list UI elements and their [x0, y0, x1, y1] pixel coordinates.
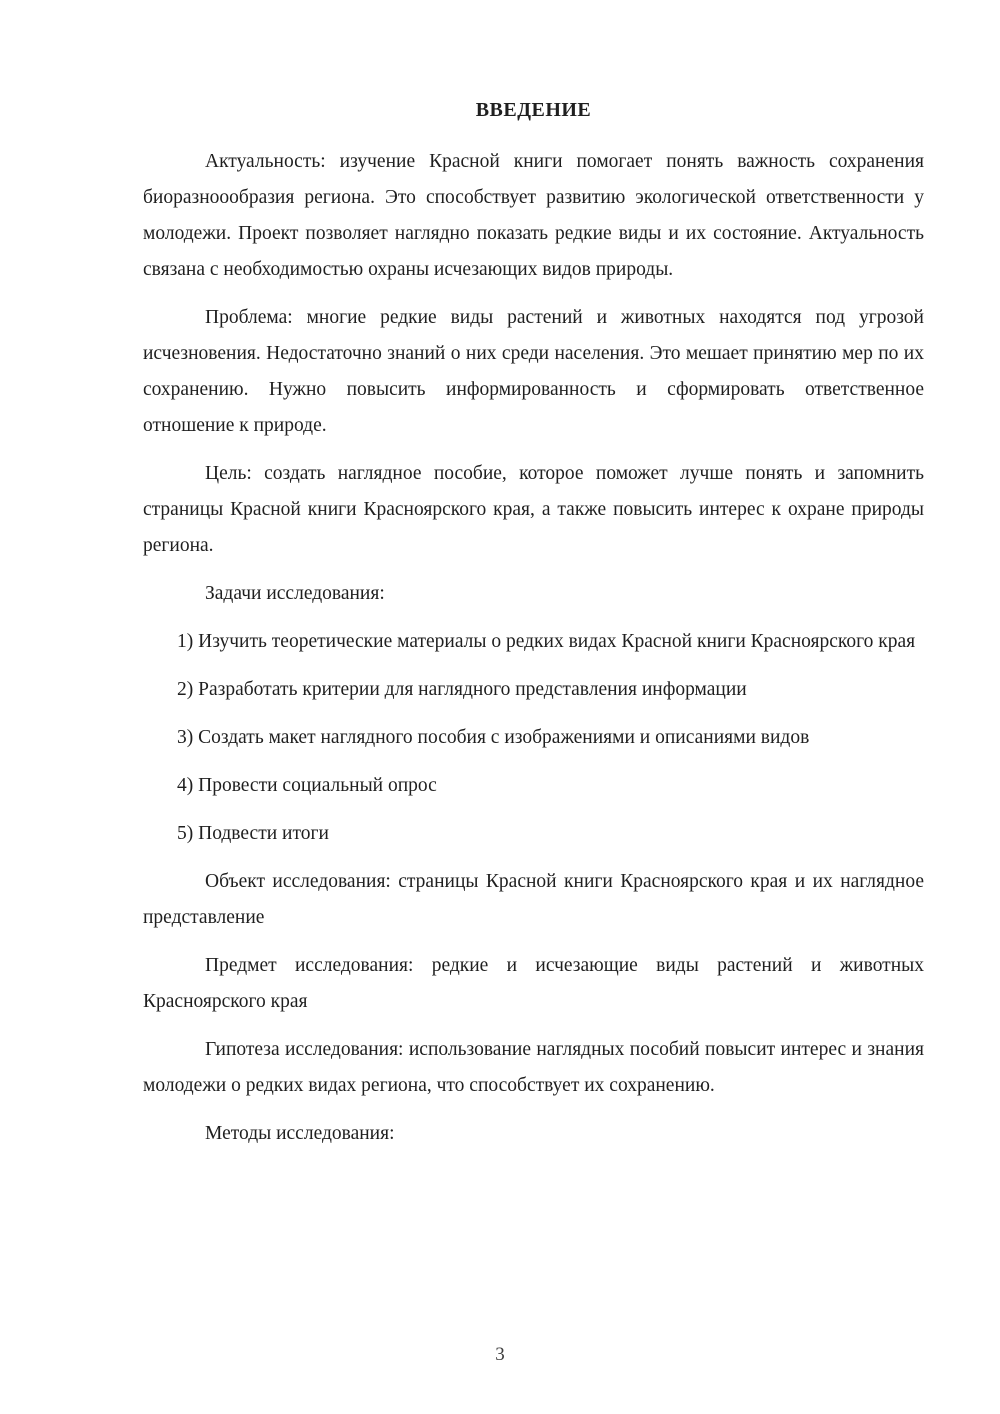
paragraph-methods-heading: Методы исследования: — [205, 1123, 395, 1144]
paragraph-subject: Предмет исследования: редкие и исчезающие виды растений и животных Красноярского края — [143, 955, 924, 1012]
paragraph-hypothesis: Гипотеза исследования: использование наглядных пособий повысит интерес и знания молодежи о редких видах региона, что способствует их сохранению. — [143, 1039, 924, 1096]
list-item-task-5: 5) Подвести итоги — [177, 823, 329, 844]
list-item-task-4: 4) Провести социальный опрос — [177, 775, 437, 796]
paragraph-object: Объект исследования: страницы Красной книги Красноярского края и их наглядное представление — [143, 871, 924, 928]
paragraph-tasks-heading: Задачи исследования: — [205, 583, 385, 604]
list-item-task-1: 1) Изучить теоретические материалы о редких видах Красной книги Красноярского края — [177, 631, 916, 652]
list-item-task-3: 3) Создать макет наглядного пособия с изображениями и описаниями видов — [177, 727, 810, 748]
list-item-task-2: 2) Разработать критерии для наглядного представления информации — [177, 679, 747, 700]
page-number: 3 — [495, 1344, 505, 1365]
page-title: ВВЕДЕНИЕ — [475, 99, 592, 121]
paragraph-goal: Цель: создать наглядное пособие, которое поможет лучше понять и запомнить страницы Красной книги Красноярского края, а также повысить интерес к охране природы региона. — [143, 463, 924, 556]
paragraph-relevance: Актуальность: изучение Красной книги помогает понять важность сохранения биоразноообразия региона. Это способствует развитию экологической ответственности у молодежи. Проект позволяет наглядно показать редкие виды и их состояние. Актуальность связана с необходимостью охраны исчезающих видов природы. — [143, 151, 924, 280]
paragraph-problem: Проблема: многие редкие виды растений и животных находятся под угрозой исчезновения. Недостаточно знаний о них среди населения. Это мешает принятию мер по их сохранению. Нужно повысить информированность и сформировать ответственное отношение к природе. — [143, 307, 924, 436]
